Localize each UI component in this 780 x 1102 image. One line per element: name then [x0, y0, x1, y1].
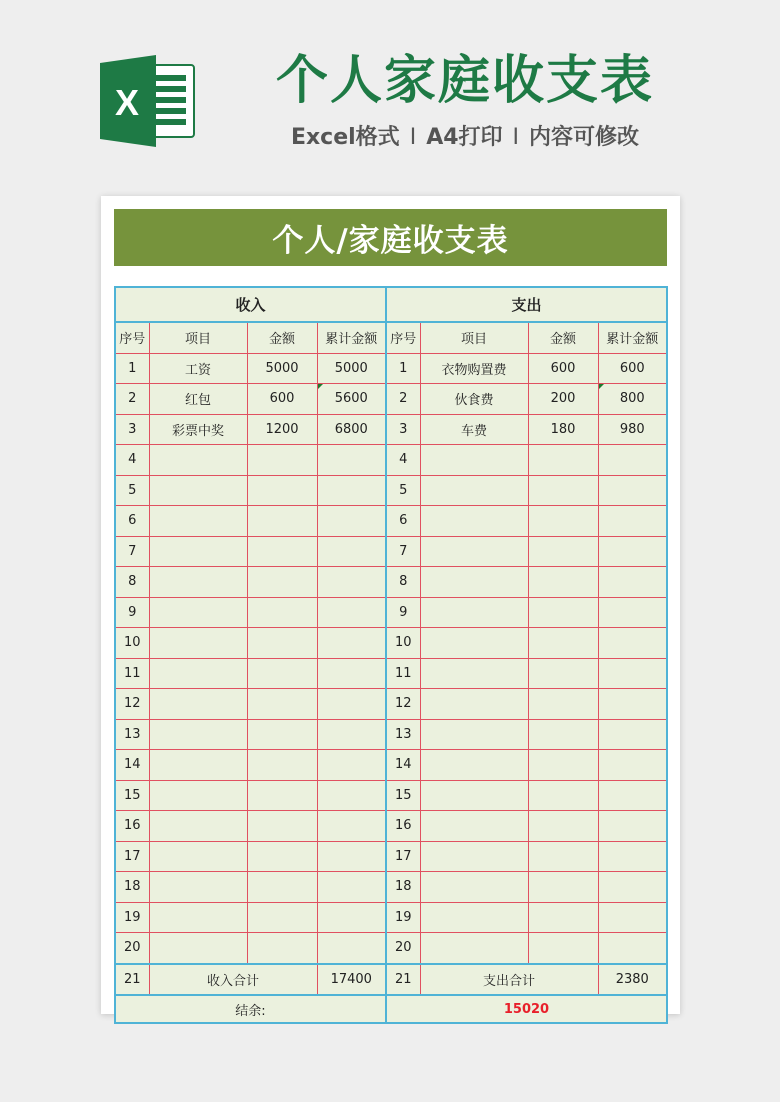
expense-item-cell[interactable]: [420, 353, 528, 384]
income-no-cell: [115, 414, 149, 445]
income-item-cell[interactable]: [149, 628, 247, 659]
income-no-text: 1: [128, 360, 137, 376]
expense-cumulative-cell[interactable]: [598, 384, 667, 415]
income-amount-cell[interactable]: [247, 658, 317, 689]
income-cumulative-cell[interactable]: [317, 353, 386, 384]
expense-no-cell: [386, 597, 420, 628]
expense-item-cell[interactable]: [420, 445, 528, 476]
expense-no-cell: [386, 902, 420, 933]
expense-item-cell[interactable]: [420, 689, 528, 720]
income-item-cell[interactable]: [149, 872, 247, 903]
income-amount-cell[interactable]: [247, 353, 317, 384]
expense-cumulative-cell[interactable]: [598, 567, 667, 598]
expense-cumulative-cell[interactable]: [598, 353, 667, 384]
income-cumulative-cell[interactable]: [317, 902, 386, 933]
sheet-title: 个人/家庭收支表: [114, 209, 667, 266]
table-row: [115, 719, 667, 750]
income-amount-cell[interactable]: [247, 780, 317, 811]
table-row: [115, 353, 667, 384]
income-item-cell[interactable]: [149, 811, 247, 842]
expense-amount-cell[interactable]: [528, 628, 598, 659]
separator: I: [512, 125, 520, 150]
expense-no-cell: [386, 658, 420, 689]
income-amount-cell[interactable]: [247, 506, 317, 537]
expense-cumulative-cell[interactable]: [598, 811, 667, 842]
table-row: [115, 628, 667, 659]
expense-no-text: 12: [394, 696, 412, 712]
income-item-cell[interactable]: [149, 933, 247, 964]
expense-no-cell: [386, 750, 420, 781]
income-total-label: 收入合计: [149, 964, 317, 996]
income-amount-cell[interactable]: [247, 811, 317, 842]
expense-amount-cell[interactable]: [528, 750, 598, 781]
logo-letter: X: [114, 82, 140, 123]
income-amount-cell[interactable]: [247, 597, 317, 628]
expense-total-value[interactable]: 2380: [598, 964, 667, 996]
table-row: [115, 475, 667, 506]
income-cumulative-cell[interactable]: [317, 933, 386, 964]
income-no-text: 18: [123, 879, 141, 895]
expense-section-header: 支出: [386, 287, 667, 322]
income-cumulative-cell[interactable]: [317, 536, 386, 567]
separator: I: [409, 125, 417, 150]
table-row: [115, 689, 667, 720]
income-no-text: 16: [123, 818, 141, 834]
expense-no-text: 10: [394, 635, 412, 651]
income-no-text: 2: [128, 391, 137, 407]
expense-amount-cell[interactable]: [528, 658, 598, 689]
expense-no-cell: [386, 414, 420, 445]
income-item-cell[interactable]: [149, 506, 247, 537]
expense-amount-cell[interactable]: [528, 353, 598, 384]
income-amount-cell[interactable]: [247, 933, 317, 964]
income-no-text: 17: [123, 848, 141, 864]
income-item-cell[interactable]: [149, 384, 247, 415]
income-cumulative-cell[interactable]: [317, 506, 386, 537]
expense-item-cell[interactable]: [420, 628, 528, 659]
income-item-cell[interactable]: [149, 841, 247, 872]
expense-item-cell[interactable]: [420, 567, 528, 598]
expense-no-cell: [386, 384, 420, 415]
income-item-cell[interactable]: [149, 414, 247, 445]
income-no-cell: [115, 475, 149, 506]
expense-no-cell: [386, 475, 420, 506]
expense-amount-cell[interactable]: [528, 567, 598, 598]
income-no-cell: [115, 902, 149, 933]
income-cumulative-cell[interactable]: [317, 719, 386, 750]
income-cumulative-cell[interactable]: [317, 841, 386, 872]
expense-amount-cell[interactable]: [528, 719, 598, 750]
income-item-cell[interactable]: [149, 902, 247, 933]
income-no-cell: [115, 933, 149, 964]
income-no-cell: [115, 506, 149, 537]
income-cumulative-text: 6800: [334, 421, 368, 437]
income-no-cell: [115, 841, 149, 872]
income-amount-cell[interactable]: [247, 445, 317, 476]
expense-item-text: 衣物购置费: [441, 362, 507, 378]
income-no-text: 20: [123, 940, 141, 956]
income-no-text: 6: [128, 513, 137, 529]
expense-cumulative-cell[interactable]: [598, 780, 667, 811]
income-cumulative-cell[interactable]: [317, 475, 386, 506]
income-no-cell: [115, 597, 149, 628]
income-no-text: 15: [123, 787, 141, 803]
expense-item-cell[interactable]: [420, 872, 528, 903]
income-cumulative-cell[interactable]: [317, 567, 386, 598]
expense-cumulative-text: 800: [619, 391, 645, 407]
income-cumulative-cell[interactable]: [317, 628, 386, 659]
income-item-cell[interactable]: [149, 445, 247, 476]
expense-col-cumulative: 累计金额: [598, 322, 667, 353]
expense-cumulative-cell[interactable]: [598, 872, 667, 903]
expense-amount-cell[interactable]: [528, 841, 598, 872]
expense-cumulative-text: 600: [619, 360, 645, 376]
expense-no-text: 1: [399, 360, 408, 376]
table-row: [115, 445, 667, 476]
expense-no-text: 16: [394, 818, 412, 834]
cell-comment-marker-icon: [599, 384, 604, 389]
income-amount-cell[interactable]: [247, 536, 317, 567]
expense-no-text: 15: [394, 787, 412, 803]
expense-no-text: 17: [394, 848, 412, 864]
income-total-no: 21: [115, 964, 149, 996]
income-no-cell: [115, 658, 149, 689]
expense-amount-cell[interactable]: [528, 872, 598, 903]
excel-logo-icon: [100, 55, 198, 147]
income-amount-text: 1200: [265, 421, 299, 437]
income-item-cell[interactable]: [149, 567, 247, 598]
expense-no-text: 11: [394, 665, 412, 681]
expense-amount-text: 600: [550, 360, 576, 376]
expense-amount-text: 180: [550, 421, 576, 437]
expense-amount-cell[interactable]: [528, 811, 598, 842]
income-item-text: 工资: [184, 362, 211, 378]
cell-comment-marker-icon: [318, 384, 323, 389]
table-row: [115, 536, 667, 567]
balance-value[interactable]: 15020: [386, 995, 667, 1023]
expense-amount-cell[interactable]: [528, 902, 598, 933]
income-no-cell: [115, 384, 149, 415]
income-amount-cell[interactable]: [247, 475, 317, 506]
expense-item-cell[interactable]: [420, 414, 528, 445]
income-col-amount: 金额: [247, 322, 317, 353]
income-no-text: 12: [123, 696, 141, 712]
income-amount-cell[interactable]: [247, 689, 317, 720]
expense-no-text: 9: [399, 604, 408, 620]
expense-item-cell[interactable]: [420, 536, 528, 567]
income-amount-cell[interactable]: [247, 414, 317, 445]
expense-no-text: 3: [399, 421, 408, 437]
expense-cumulative-cell[interactable]: [598, 689, 667, 720]
table-row: [115, 780, 667, 811]
table-row: [115, 902, 667, 933]
income-cumulative-cell[interactable]: [317, 780, 386, 811]
expense-no-text: 20: [394, 940, 412, 956]
expense-item-cell[interactable]: [420, 506, 528, 537]
expense-no-text: 7: [399, 543, 408, 559]
expense-item-cell[interactable]: [420, 475, 528, 506]
table-row: [115, 414, 667, 445]
expense-cumulative-cell[interactable]: [598, 902, 667, 933]
expense-amount-text: 200: [550, 391, 576, 407]
income-no-text: 13: [123, 726, 141, 742]
income-cumulative-cell[interactable]: [317, 658, 386, 689]
income-cumulative-cell[interactable]: [317, 811, 386, 842]
income-col-no: 序号: [115, 322, 149, 353]
expense-no-cell: [386, 567, 420, 598]
expense-cumulative-cell[interactable]: [598, 445, 667, 476]
income-cumulative-cell[interactable]: [317, 414, 386, 445]
feature-editable: 内容可修改: [529, 125, 640, 150]
expense-no-cell: [386, 719, 420, 750]
table-row: [115, 567, 667, 598]
income-no-text: 14: [123, 757, 141, 773]
expense-amount-cell[interactable]: [528, 506, 598, 537]
income-no-cell: [115, 780, 149, 811]
income-amount-cell[interactable]: [247, 567, 317, 598]
income-no-cell: [115, 536, 149, 567]
expense-amount-cell[interactable]: [528, 780, 598, 811]
expense-item-cell[interactable]: [420, 719, 528, 750]
expense-cumulative-cell[interactable]: [598, 719, 667, 750]
income-cumulative-text: 5600: [334, 391, 368, 407]
expense-total-label: 支出合计: [420, 964, 598, 996]
expense-item-cell[interactable]: [420, 902, 528, 933]
income-amount-cell[interactable]: [247, 841, 317, 872]
page-title: 个人家庭收支表: [275, 51, 654, 111]
expense-item-cell[interactable]: [420, 811, 528, 842]
income-no-text: 7: [128, 543, 137, 559]
expense-no-cell: [386, 933, 420, 964]
income-no-cell: [115, 628, 149, 659]
expense-no-cell: [386, 689, 420, 720]
table-row: [115, 597, 667, 628]
expense-no-cell: [386, 780, 420, 811]
income-item-text: 红包: [184, 393, 211, 409]
income-item-cell[interactable]: [149, 353, 247, 384]
expense-amount-cell[interactable]: [528, 597, 598, 628]
table-row: [115, 841, 667, 872]
expense-no-cell: [386, 536, 420, 567]
income-section-header: 收入: [115, 287, 386, 322]
income-no-text: 9: [128, 604, 137, 620]
expense-cumulative-cell[interactable]: [598, 597, 667, 628]
income-no-cell: [115, 750, 149, 781]
expense-cumulative-cell[interactable]: [598, 841, 667, 872]
income-col-cumulative: 累计金额: [317, 322, 386, 353]
expense-no-cell: [386, 628, 420, 659]
expense-no-cell: [386, 841, 420, 872]
income-amount-cell[interactable]: [247, 750, 317, 781]
expense-no-text: 13: [394, 726, 412, 742]
expense-item-cell[interactable]: [420, 841, 528, 872]
income-item-cell[interactable]: [149, 475, 247, 506]
expense-item-text: 车费: [460, 423, 487, 439]
expense-item-cell[interactable]: [420, 780, 528, 811]
table-row: [115, 872, 667, 903]
income-total-value[interactable]: 17400: [317, 964, 386, 996]
feature-print: A4打印: [426, 125, 503, 150]
income-col-item: 项目: [149, 322, 247, 353]
expense-amount-cell[interactable]: [528, 445, 598, 476]
expense-item-cell[interactable]: [420, 658, 528, 689]
expense-cumulative-cell[interactable]: [598, 475, 667, 506]
table-row: [115, 658, 667, 689]
income-item-text: 彩票中奖: [171, 423, 224, 439]
expense-no-text: 8: [399, 574, 408, 590]
income-item-cell[interactable]: [149, 719, 247, 750]
expense-cumulative-cell[interactable]: [598, 536, 667, 567]
income-no-text: 4: [128, 452, 137, 468]
expense-no-text: 4: [399, 452, 408, 468]
expense-item-cell[interactable]: [420, 597, 528, 628]
expense-cumulative-cell[interactable]: [598, 414, 667, 445]
income-amount-cell[interactable]: [247, 902, 317, 933]
income-amount-cell[interactable]: [247, 384, 317, 415]
income-cumulative-text: 5000: [334, 360, 368, 376]
income-item-cell[interactable]: [149, 780, 247, 811]
expense-no-cell: [386, 872, 420, 903]
expense-cumulative-cell[interactable]: [598, 933, 667, 964]
expense-cumulative-text: 980: [619, 421, 645, 437]
expense-no-cell: [386, 811, 420, 842]
income-no-text: 8: [128, 574, 137, 590]
expense-item-text: 伙食费: [454, 393, 494, 409]
income-item-cell[interactable]: [149, 597, 247, 628]
income-no-cell: [115, 811, 149, 842]
table-row: [115, 811, 667, 842]
expense-cumulative-cell[interactable]: [598, 750, 667, 781]
expense-no-text: 5: [399, 482, 408, 498]
expense-amount-cell[interactable]: [528, 689, 598, 720]
table-row: [115, 384, 667, 415]
table-row: [115, 506, 667, 537]
expense-amount-cell[interactable]: [528, 475, 598, 506]
expense-amount-cell[interactable]: [528, 384, 598, 415]
income-item-cell[interactable]: [149, 658, 247, 689]
income-no-cell: [115, 689, 149, 720]
expense-col-item: 项目: [420, 322, 528, 353]
expense-item-cell[interactable]: [420, 384, 528, 415]
income-cumulative-cell[interactable]: [317, 445, 386, 476]
income-no-cell: [115, 567, 149, 598]
expense-no-cell: [386, 353, 420, 384]
expense-no-cell: [386, 445, 420, 476]
income-amount-cell[interactable]: [247, 872, 317, 903]
expense-cumulative-cell[interactable]: [598, 506, 667, 537]
income-no-cell: [115, 353, 149, 384]
expense-col-no: 序号: [386, 322, 420, 353]
income-item-cell[interactable]: [149, 689, 247, 720]
income-amount-cell[interactable]: [247, 719, 317, 750]
expense-item-cell[interactable]: [420, 750, 528, 781]
income-amount-cell[interactable]: [247, 628, 317, 659]
income-no-text: 19: [123, 909, 141, 925]
expense-no-text: 14: [394, 757, 412, 773]
expense-amount-cell[interactable]: [528, 933, 598, 964]
expense-no-text: 6: [399, 513, 408, 529]
income-no-text: 5: [128, 482, 137, 498]
expense-amount-cell[interactable]: [528, 414, 598, 445]
income-no-text: 10: [123, 635, 141, 651]
feature-format: Excel格式: [290, 125, 400, 150]
expense-no-text: 2: [399, 391, 408, 407]
feature-line: [250, 122, 680, 154]
expense-item-cell[interactable]: [420, 933, 528, 964]
expense-no-text: 18: [394, 879, 412, 895]
income-no-cell: [115, 719, 149, 750]
income-no-text: 3: [128, 421, 137, 437]
balance-label: 结余:: [115, 995, 386, 1023]
expense-amount-cell[interactable]: [528, 536, 598, 567]
income-item-cell[interactable]: [149, 750, 247, 781]
table-row: [115, 933, 667, 964]
income-cumulative-cell[interactable]: [317, 384, 386, 415]
table-row: [115, 750, 667, 781]
expense-no-text: 19: [394, 909, 412, 925]
expense-cumulative-cell[interactable]: [598, 628, 667, 659]
income-cumulative-cell[interactable]: [317, 872, 386, 903]
income-no-text: 11: [123, 665, 141, 681]
ledger-table: [114, 286, 668, 1024]
expense-col-amount: 金额: [528, 322, 598, 353]
income-amount-text: 600: [269, 391, 295, 407]
income-no-cell: [115, 872, 149, 903]
income-cumulative-cell[interactable]: [317, 597, 386, 628]
income-item-cell[interactable]: [149, 536, 247, 567]
expense-no-cell: [386, 506, 420, 537]
expense-cumulative-cell[interactable]: [598, 658, 667, 689]
income-no-cell: [115, 445, 149, 476]
expense-total-no: 21: [386, 964, 420, 996]
income-cumulative-cell[interactable]: [317, 689, 386, 720]
income-cumulative-cell[interactable]: [317, 750, 386, 781]
income-amount-text: 5000: [265, 360, 299, 376]
